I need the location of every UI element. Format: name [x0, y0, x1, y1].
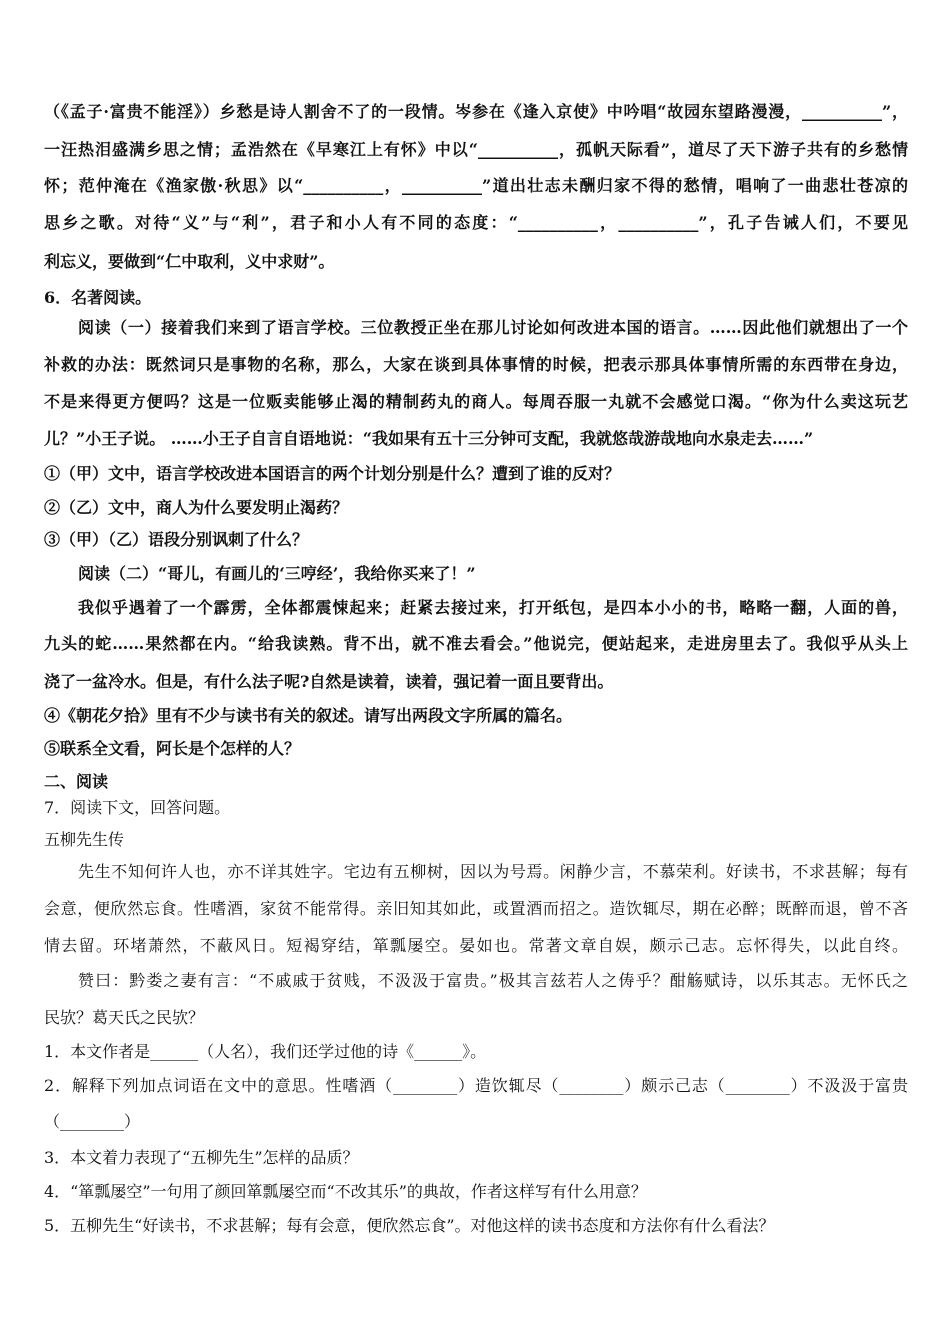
- passage-line-3: 情去留。环堵萧然，不蔽风日。短褐穿结，箪瓢屡空。晏如也。常著文章自娱，颇示己志。忘怀得失，以此自终。: [44, 936, 908, 955]
- sub-question-5: ⑤联系全文看，阿长是个怎样的人？: [44, 739, 301, 758]
- passage-line-5: 民欤？葛天氏之民欤？: [44, 1008, 205, 1027]
- poem-fill-line-1: （《孟子·富贵不能淫》）乡愁是诗人割舍不了的一段情。岑参在《逢入京使》中吟唱“故园东望路漫漫，__________”，: [44, 102, 908, 121]
- passage-line-1: 先生不知何许人也，亦不详其姓字。宅边有五柳树，因以为号焉。闲静少言，不慕荣利。好读书，不求甚解；每有: [78, 862, 908, 881]
- reading1-line-3: 不是来得更方便吗？这是一位贩卖能够止渴的精制药丸的商人。每周吞服一丸就不会感觉口渴。“你为什么卖这玩艺: [44, 392, 908, 411]
- passage-question-2: 2．解释下列加点词语在文中的意思。性嗜酒（________）造饮辄尽（________）颇示己志（________）不汲汲于富贵: [44, 1076, 908, 1095]
- reading1-line-4: 儿？”小王子说。 ……小王子自言自语地说：“我如果有五十三分钟可支配，我就悠哉游哉地向水泉走去……”: [44, 429, 814, 448]
- reading2-title: 阅读（二）“哥儿，有画儿的‘三哼经’，我给你买来了！”: [78, 564, 476, 583]
- poem-fill-line-5: 利忘义，要做到“仁中取利，义中求财”。: [44, 252, 335, 271]
- sub-question-1: ①（甲）文中，语言学校改进本国语言的两个计划分别是什么？遭到了谁的反对？: [44, 464, 621, 483]
- reading2-line-1: 我似乎遇着了一个霹雳，全体都震悚起来；赶紧去接过来，打开纸包，是四本小小的书，略略一翻，人面的兽，: [78, 598, 908, 617]
- reading1-line-2: 补救的办法：既然词只是事物的名称，那么，大家在谈到具体事情的时候，把表示那具体事情所需的东西带在身边，: [44, 355, 908, 374]
- sub-question-2: ②（乙）文中，商人为什么要发明止渴药？: [44, 498, 349, 517]
- question-6-heading: 6．名著阅读。: [44, 288, 152, 307]
- passage-line-2: 会意，便欣然忘食。性嗜酒，家贫不能常得。亲旧知其如此，或置酒而招之。造饮辄尽，期在必醉；既醉而退，曾不吝: [44, 899, 908, 918]
- part2-heading: 二、阅读: [44, 772, 109, 791]
- passage-question-4: 4．“箪瓢屡空”一句用了颜回箪瓢屡空而“不改其乐”的典故，作者这样写有什么用意？: [44, 1182, 647, 1201]
- reading2-line-3: 浇了一盆冷水。但是，有什么法子呢?自然是读着，读着，强记着一面且要背出。: [44, 672, 614, 691]
- passage-title: 五柳先生传: [44, 830, 125, 849]
- sub-question-3: ③（甲）（乙）语段分别讽刺了什么？: [44, 530, 309, 549]
- passage-question-1: 1．本文作者是______（人名），我们还学过他的诗《______》。: [44, 1042, 487, 1061]
- reading2-line-2: 九头的蛇……果然都在内。“给我读熟。背不出，就不准去看会。”他说完，便站起来，走进房里去了。我似乎从头上: [44, 634, 908, 653]
- passage-question-5: 5．五柳先生“好读书，不求甚解；每有会意，便欣然忘食”。对他这样的读书态度和方法你有什么看法？: [44, 1216, 775, 1235]
- passage-question-3: 3．本文着力表现了“五柳先生”怎样的品质？: [44, 1148, 359, 1167]
- poem-fill-line-4: 思乡之歌。对待“义”与“利”，君子和小人有不同的态度：“__________，__________”，孔子告诫人们，不要见: [44, 213, 908, 232]
- reading1-line-1: 阅读（一）接着我们来到了语言学校。三位教授正坐在那儿讨论如何改进本国的语言。……因此他们就想出了一个: [78, 318, 908, 337]
- passage-line-4: 赞曰：黔娄之妻有言：“不戚戚于贫贱，不汲汲于富贵。”极其言兹若人之俦乎？酣觞赋诗，以乐其志。无怀氏之: [78, 971, 908, 990]
- poem-fill-line-3: 怀；范仲淹在《渔家傲·秋思》以“__________，__________”道出壮志未酬归家不得的愁情，唱响了一曲悲壮苍凉的: [44, 176, 908, 195]
- passage-question-2-cont: （________）: [44, 1112, 141, 1131]
- sub-question-4: ④《朝花夕拾》里有不少与读书有关的叙述。请写出两段文字所属的篇名。: [44, 706, 573, 725]
- question-7-heading: 7．阅读下文，回答问题。: [44, 798, 231, 817]
- poem-fill-line-2: 一汪热泪盛满乡思之情；孟浩然在《早寒江上有怀》中以“__________，孤帆天际看”，道尽了天下游子共有的乡愁情: [44, 140, 908, 159]
